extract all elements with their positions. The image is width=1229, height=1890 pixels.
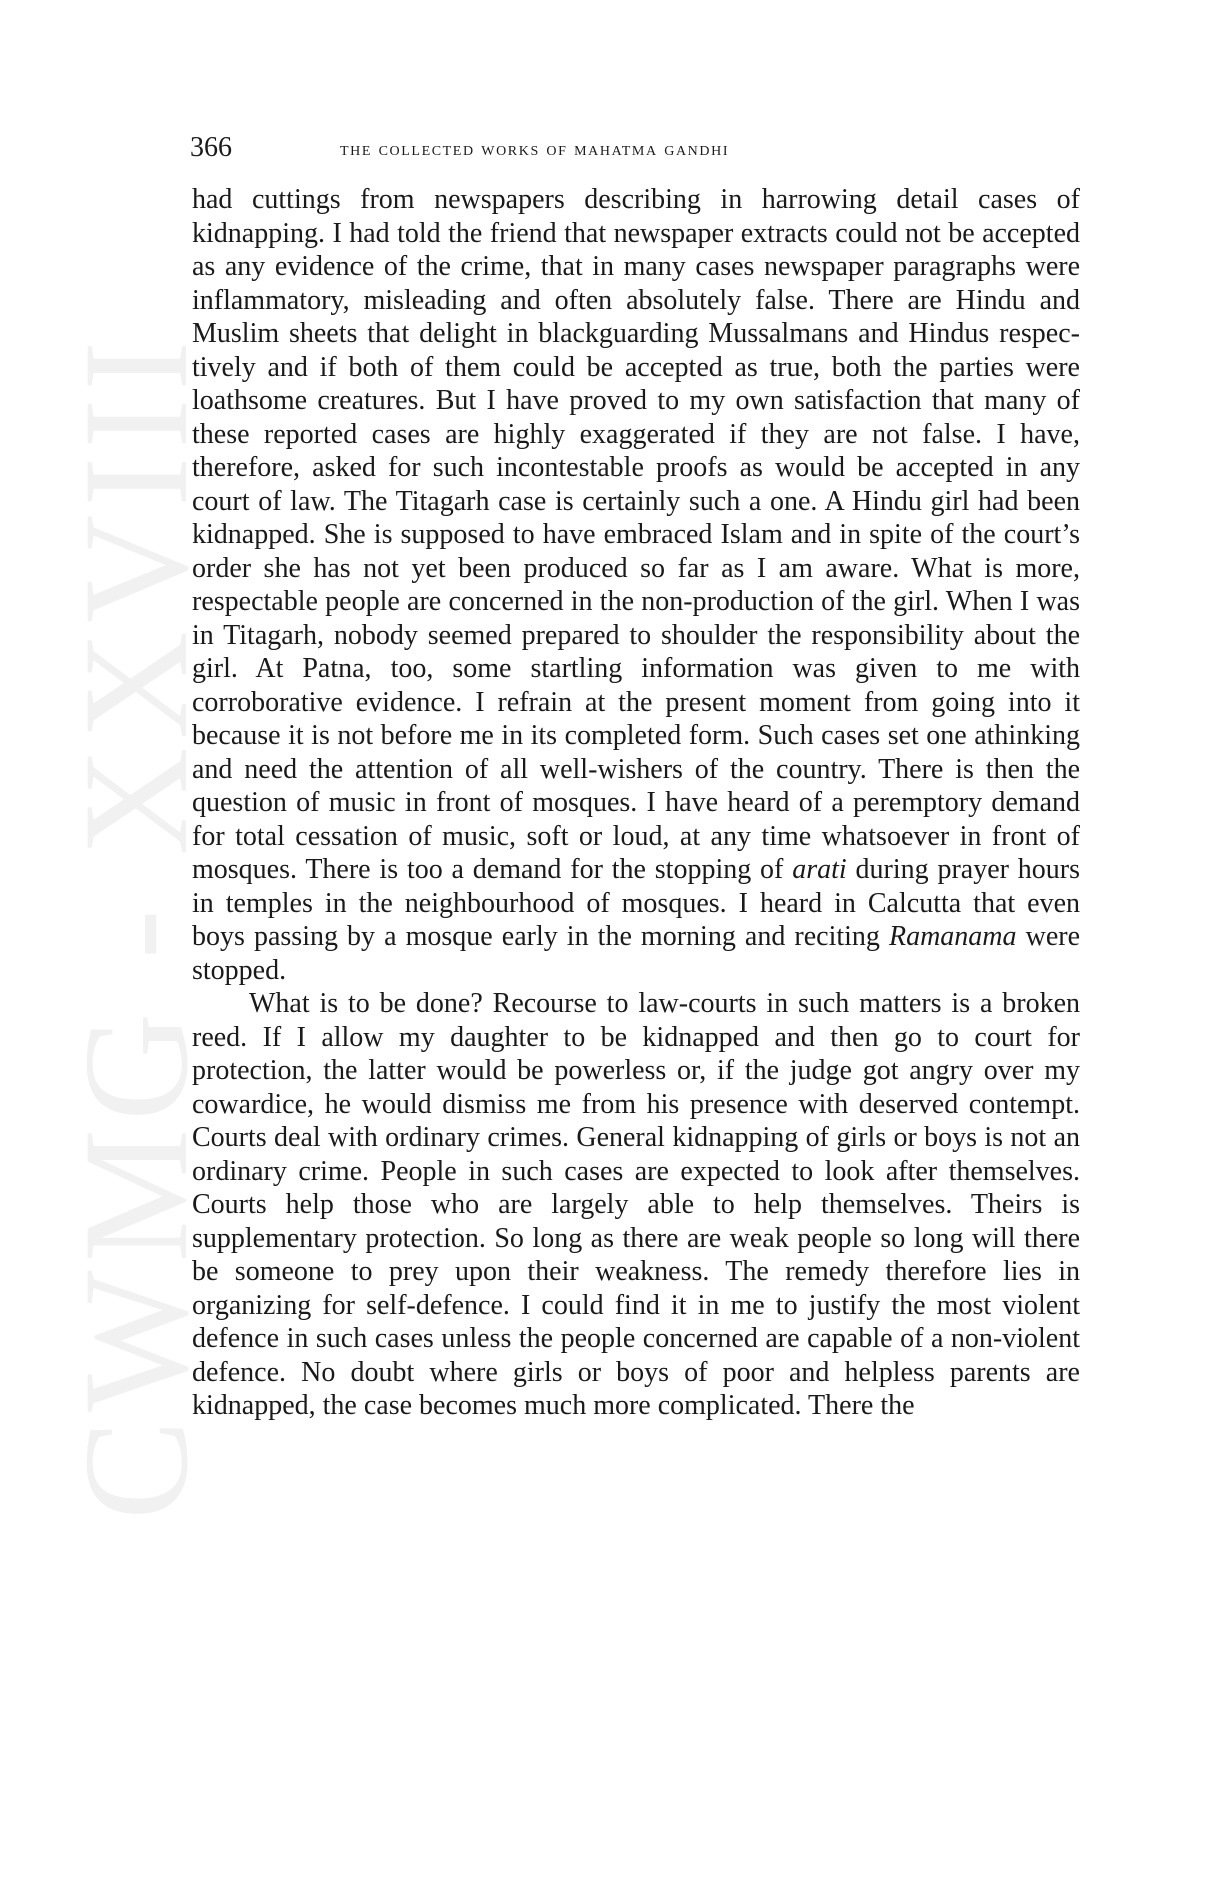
paragraph-1-text-a: had cuttings from newspapers describing in harrowing detail cases of kidnapping. I had told the friend that newspaper extracts could not be accepted as any evidence of the crime, that in many cases newspaper paragraphs were inflammatory, misleading and often absolutely false. There are Hindu and Muslim sheets that delight in blackguarding Mussalmans and Hindus respectively and if both of them could be accepted as true, both the parties were loathsome creatures. But I have proved to my own satisfaction that many of these reported cases are highly exaggerated if they are not false. I have, therefore, asked for such incontestable proofs as would be accepted in any court of law. The Titagarh case is certainly such a one. A Hindu girl had been kidnapped. She is supposed to have embraced Islam and in spite of the court’s order she has not yet been produced so far as I am aware. What is more, respectable people are concerned in the non-production of the girl. When I was in Titagarh, nobody seemed prepared to shoulder the responsibility about the girl. At Patna, too, some startling information was given to me with corroborative evidence. I refrain at the present moment from going into it because it is not before me in its completed form. Such cases set one athinking and need the attention of all well-wishers of the country. There is then the question of music in front of mosques. I have heard of a peremptory demand for total cessation of music, soft or loud, at any time whatsoever in front of mosques. There is too a demand for the stopping of: [192, 184, 1080, 885]
page-number: 366: [190, 132, 232, 163]
italic-term-ramanama: Ramanama: [888, 921, 1017, 952]
paragraph-1: [192, 183, 1080, 987]
paragraph-1-text-c: were stopped.: [192, 921, 1081, 986]
paragraph-2: What is to be done? Recourse to law-courts in such matters is a broken reed. If I allow my daughter to be kidnapped and then go to court for protection, the latter would be powerless or, if the judge got angry over my cowardice, he would dismiss me from his presence with deserved contempt. Courts deal with ordinary crimes. General kidnapping of girls or boys is not an ordinary crime. People in such cases are expected to look after themselves. Courts help those who are largely able to help themselves. Theirs is supplementary protection. So long as there are weak people so long will there be someone to prey upon their weakness. The remedy therefore lies in organizing for self-defence. I could find it in me to justify the most violent defence in such cases unless the people concerned are capable of a non-violent defence. No doubt where girls or boys of poor and helpless parents are kidnapped, the case becomes much more complicated. There the: [192, 988, 1080, 1421]
body-text: [192, 183, 1080, 1423]
paragraph-1-text-b: during prayer hours in temples in the neighbourhood of mosques. I heard in Calcutta that even boys passing by a mosque early in the morning and reciting: [192, 854, 1080, 952]
running-title: the collected works of mahatma gandhi: [340, 138, 730, 160]
page-header: [190, 132, 1080, 172]
watermark: CWMG - XXVIII: [53, 332, 219, 1520]
italic-term-arati: arati: [792, 854, 847, 885]
